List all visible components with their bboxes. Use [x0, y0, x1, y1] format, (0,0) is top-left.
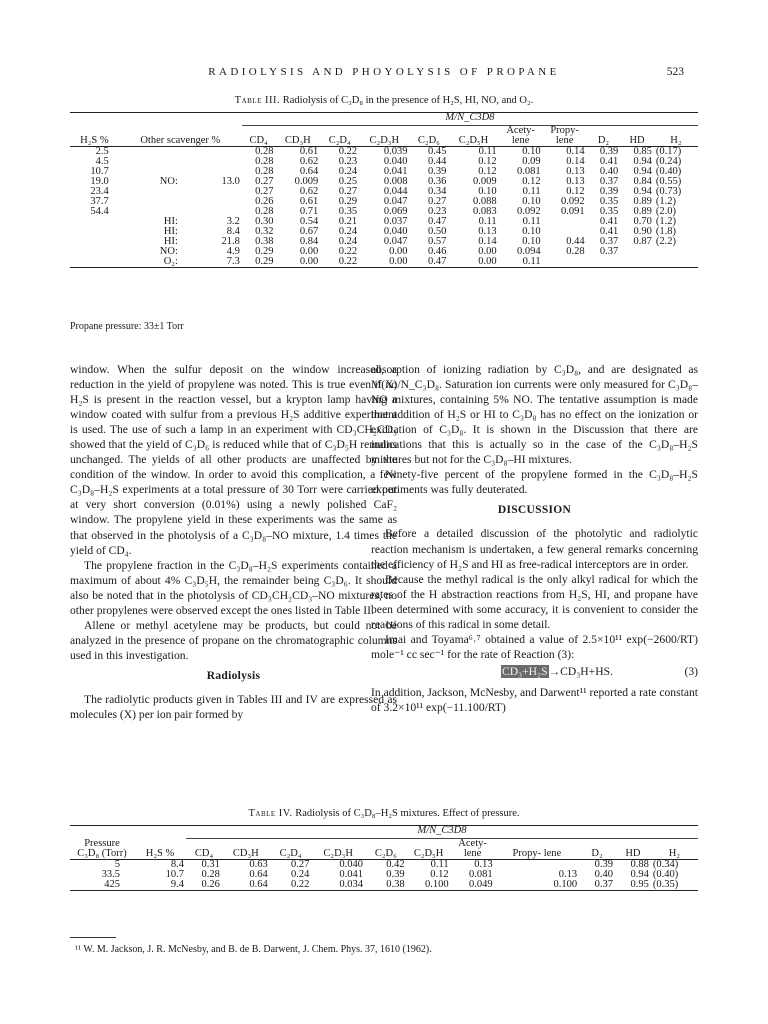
table-cell	[70, 227, 119, 237]
table-cell: 0.39	[599, 186, 619, 197]
table-cell: 33.5	[101, 869, 120, 880]
page-number: 523	[666, 66, 684, 78]
table-cell: 0.70	[633, 216, 652, 227]
table-cell: 0.13	[558, 869, 578, 880]
table-cell: 0.047	[383, 196, 408, 207]
table-cell: 0.14	[566, 156, 585, 167]
table-cell: 0.46	[427, 246, 447, 257]
table-cell: 0.069	[383, 206, 408, 217]
table-cell: 0.44	[427, 156, 447, 167]
table-cell: 0.100	[407, 880, 451, 891]
table-cell: 0.00	[359, 257, 409, 268]
right-column	[371, 362, 698, 715]
table-cell: 0.44	[566, 236, 585, 247]
table-cell: (0.40)	[655, 166, 682, 177]
table-cell: 0.61	[299, 146, 319, 157]
table-cell: 19.0	[90, 176, 109, 187]
table-cell: 0.037	[383, 216, 408, 227]
table-cell: 0.94	[630, 869, 649, 880]
table-cell: 0.12	[566, 186, 585, 197]
section-title-discussion: DISCUSSION	[497, 504, 572, 517]
table3-column-header: Acety- lene	[506, 125, 535, 146]
table-cell: 0.13	[478, 226, 497, 237]
table-cell: 0.87	[633, 236, 652, 247]
table-cell: 0.27	[290, 859, 310, 870]
table-cell: 0.00	[389, 246, 408, 257]
table4-column-header: HD	[625, 848, 641, 859]
running-title: RADIOLYSIS AND PHOYOLYSIS OF PROPANE	[208, 66, 560, 78]
table3-column-header: C₂D₄	[328, 135, 351, 146]
table3	[70, 112, 698, 268]
table3-column-header: C₂D₃H	[369, 135, 400, 146]
table-cell: 0.35	[599, 206, 619, 217]
table-cell: 0.10	[522, 196, 541, 207]
table4-caption-text: Radiolysis of C₃D₈–H₂S mixtures. Effect of pressure.	[295, 808, 520, 819]
table-cell: 0.088	[473, 196, 497, 207]
table-cell: 0.45	[427, 146, 447, 157]
table-cell: 0.00	[299, 246, 319, 257]
left-paragraph: window. When the sulfur deposit on the window increased, a reduction in the yield of propylene was noted. This is true even if no H₂S is present in the reaction vessel, but a krypton lamp having a window coated with sulfur from a previous H₂S additive experiment is used. The use of such a lamp in an experiment with CD₃CH₂CD₃ showed that the yield of C₃D₆ is reduced while that of C₃D₅H remains unchanged. The yields of all other products are unaffected by the condition of the window. In order to avoid this complication, a few C₃D₈–H₂S experiments at a total pressure of 30 Torr were carried out at very short conversion (0.01%) using a newly polished CaF₂ window. The propylene yield in these experiments was the same as that observed in the photolysis of a C₃D₈–NO mixture, 1.4 times the yield of CD₄.	[70, 363, 397, 557]
table-cell: 0.39	[386, 869, 405, 880]
table-cell: 0.37	[599, 236, 619, 247]
table-cell	[180, 147, 242, 158]
right-paragraph: Ninety-five percent of the propylene formed in the C₃D₈–H₂S experiments was fully deuterated.	[371, 468, 698, 497]
table-cell	[70, 247, 119, 257]
table-cell: 0.22	[338, 146, 358, 157]
table-cell: 0.40	[599, 166, 619, 177]
table-cell: 0.14	[566, 146, 585, 157]
table-cell: 0.13	[566, 176, 585, 187]
table-cell: HI:	[163, 226, 178, 237]
table-cell: 10.7	[165, 869, 185, 880]
table-cell: 0.39	[427, 166, 447, 177]
table-cell: 8.4	[170, 859, 185, 870]
table-cell: 0.11	[478, 216, 497, 227]
table-cell: 0.12	[430, 869, 449, 880]
table-cell: 0.28	[255, 156, 274, 167]
table3-footnote: Propane pressure: 33±1 Torr	[70, 321, 184, 332]
table-cell: 0.11	[430, 859, 449, 870]
table-cell: 0.47	[427, 216, 447, 227]
table-cell: (0.55)	[655, 176, 682, 187]
table-cell: 0.008	[383, 176, 408, 187]
table-cell: 0.29	[255, 246, 274, 257]
table3-column-header: CD₃H	[284, 135, 311, 146]
table-row	[70, 880, 698, 891]
table3-column-header: C₂D₆	[417, 135, 440, 146]
table-cell: 0.00	[478, 246, 497, 257]
table-cell: 0.10	[522, 226, 541, 237]
table-cell: 0.26	[255, 196, 274, 207]
table-cell: 0.00	[448, 257, 498, 268]
table-cell: 0.14	[478, 236, 497, 247]
table4-column-header: C₂D₃H	[323, 848, 353, 859]
table-cell: 0.39	[599, 146, 619, 157]
table-cell: 0.081	[517, 166, 541, 177]
table-cell: 0.40	[594, 869, 613, 880]
table-cell: 0.94	[633, 186, 652, 197]
table4-column-header: Acety- lene	[458, 838, 487, 859]
table-cell: O₂:	[119, 257, 180, 268]
table-cell: 0.63	[249, 859, 268, 870]
table-cell: 0.28	[255, 166, 274, 177]
table-cell	[119, 157, 180, 167]
table-cell: 0.64	[299, 166, 319, 177]
table-cell: 0.27	[427, 196, 447, 207]
table-cell	[180, 187, 242, 197]
table4-column-header: H₂S %	[145, 848, 175, 859]
table-cell: 0.37	[599, 176, 619, 187]
table-cell: 0.54	[299, 216, 319, 227]
table3-column-header: Other scavenger %	[140, 135, 221, 146]
table-cell: 0.13	[566, 166, 585, 177]
table-cell: 0.10	[478, 186, 497, 197]
table-cell: 0.091	[561, 206, 585, 217]
table-cell: 0.62	[299, 186, 319, 197]
table-cell: 0.27	[338, 186, 358, 197]
table-cell: 0.28	[201, 869, 220, 880]
table3-column-header: D₂	[597, 135, 610, 146]
table-cell: 0.64	[249, 869, 268, 880]
table-cell: 0.081	[468, 869, 493, 880]
table-cell: (0.17)	[655, 146, 682, 157]
table-cell: 0.11	[522, 216, 541, 227]
table-cell: 0.94	[633, 156, 652, 167]
table-cell: 0.22	[320, 257, 359, 268]
table-cell: 0.040	[383, 226, 408, 237]
table-cell: 4.9	[226, 246, 240, 257]
table-cell: 0.29	[338, 196, 358, 207]
table-cell: 0.61	[299, 196, 319, 207]
table-cell	[654, 257, 698, 268]
table-cell: 0.47	[409, 257, 448, 268]
table-cell: 0.12	[478, 156, 497, 167]
table-cell: 0.50	[427, 226, 447, 237]
table4-column-header: D₂	[591, 848, 603, 859]
table3-column-header: C₂D₅H	[458, 135, 489, 146]
table-cell: 0.84	[633, 176, 652, 187]
table-cell: 0.13	[474, 859, 493, 870]
table-cell	[180, 157, 242, 167]
table-cell: 0.009	[473, 176, 497, 187]
table-cell: 0.083	[473, 206, 497, 217]
table-cell: 0.049	[451, 880, 495, 891]
table-cell: 0.22	[270, 880, 312, 891]
table-cell: 0.35	[599, 196, 619, 207]
table-cell: 0.044	[383, 186, 408, 197]
table-cell: 0.041	[383, 166, 408, 177]
table-cell: 0.040	[339, 859, 364, 870]
left-column	[70, 362, 397, 722]
table-cell: 0.00	[275, 257, 320, 268]
right-paragraph: Before a detailed discussion of the photolytic and radiolytic reaction mechanism is undertaken, a few general remarks concerning the efficiency of H₂S and HI as free-radical interceptors are in order.	[371, 527, 698, 571]
table3-caption	[0, 95, 768, 106]
table-cell: (0.40)	[652, 869, 679, 880]
table-cell: 0.42	[386, 859, 405, 870]
table-cell: (1.2)	[655, 196, 676, 207]
table-cell: 23.4	[90, 186, 109, 197]
table4-column-header: CD₄	[194, 848, 214, 859]
table-cell: 5	[114, 859, 120, 870]
table-cell: 37.7	[90, 196, 109, 207]
table-cell: (2.2)	[655, 236, 676, 247]
table-cell: 0.23	[427, 206, 447, 217]
table-cell: (0.35)	[651, 880, 698, 891]
table-cell: 0.89	[633, 206, 652, 217]
right-paragraph: In addition, Jackson, McNesby, and Darwent¹¹ reported a rate constant of 3.2×10¹¹ exp(−11.100/RT)	[371, 685, 698, 714]
table-cell: (0.34)	[652, 859, 679, 870]
table-cell: 0.27	[255, 186, 274, 197]
table-cell: 0.047	[383, 236, 408, 247]
table4-group-header: M/N_C3D8	[186, 826, 698, 839]
table-cell: 0.90	[633, 226, 652, 237]
equation-number: (3)	[684, 664, 698, 678]
table-cell: 0.24	[338, 236, 358, 247]
table-cell: 0.62	[299, 156, 319, 167]
table-cell: 0.57	[427, 236, 447, 247]
table-cell: 0.67	[299, 226, 319, 237]
table-cell: 0.25	[338, 176, 358, 187]
table-cell: 7.3	[180, 257, 242, 268]
table-cell: 0.36	[427, 176, 447, 187]
table4-caption	[0, 808, 768, 819]
table-cell: (2.0)	[655, 206, 676, 217]
table-cell: 0.89	[633, 196, 652, 207]
table-cell	[543, 217, 587, 227]
table-cell: 0.34	[427, 186, 447, 197]
equation-rest: →CD₃H+HS.	[548, 664, 613, 678]
table4-label: Table IV.	[248, 808, 293, 819]
table-cell: 0.88	[630, 859, 649, 870]
table-cell: 3.2	[226, 216, 240, 227]
table-cell	[180, 197, 242, 207]
table-cell: NO:	[159, 246, 178, 257]
table-cell: 0.31	[201, 859, 220, 870]
table-cell	[119, 197, 180, 207]
table-cell: 0.30	[255, 216, 274, 227]
table-cell: 0.38	[365, 880, 407, 891]
table3-caption-text: Radiolysis of C₃D₈ in the presence of H₂S, HI, NO, and O₂.	[282, 95, 534, 106]
table-cell: NO:	[159, 176, 178, 187]
table-cell: 0.39	[594, 859, 613, 870]
table-cell: 0.041	[339, 869, 364, 880]
table-cell: 0.22	[338, 246, 358, 257]
table-cell: 0.10	[522, 236, 541, 247]
table3-group-header: M/N_C3D8	[242, 113, 698, 126]
table-cell: 0.29	[242, 257, 276, 268]
table-cell: (1.2)	[655, 216, 676, 227]
table4-column-header: C₂D₆	[374, 848, 397, 859]
table-cell: 0.11	[478, 146, 497, 157]
table3-column-header: Propy- lene	[550, 125, 579, 146]
table-cell: 0.71	[299, 206, 319, 217]
table-cell: 0.034	[311, 880, 365, 891]
table-cell	[119, 187, 180, 197]
table-cell: (0.73)	[655, 186, 682, 197]
table-cell	[70, 257, 119, 268]
table-cell	[620, 257, 654, 268]
table-cell: 0.12	[522, 176, 541, 187]
table-cell: 21.8	[221, 236, 240, 247]
table-cell: 2.5	[95, 146, 109, 157]
table-cell: HI:	[163, 236, 178, 247]
table-cell: 0.38	[255, 236, 274, 247]
table4-column-header: Propy- lene	[512, 848, 562, 859]
table-cell	[543, 257, 587, 268]
table-cell: 0.41	[599, 156, 619, 167]
table-cell: 0.37	[599, 246, 619, 257]
table-cell: 0.092	[517, 206, 541, 217]
table-cell: 0.24	[290, 869, 310, 880]
table-cell: 0.28	[255, 146, 274, 157]
left-paragraph: The propylene fraction in the C₃D₈–H₂S experiments contained a maximum of about 4% C₃D₅H, the remainder being C₃D₆. It should also be noted that in the photolysis of CD₃CH₂CD₃–NO mixtures, no other propylenes were observed except the ones listed in Table II.	[70, 558, 397, 617]
table-cell: 0.27	[255, 176, 274, 187]
table-cell: 425	[70, 880, 134, 891]
table-cell	[119, 147, 180, 158]
table-cell: 13.0	[221, 176, 240, 187]
table-cell: 9.4	[134, 880, 186, 891]
equation-highlight: CD₃+H₂S	[502, 664, 548, 678]
table-cell	[654, 247, 698, 257]
table4	[70, 825, 698, 891]
table-cell: HI:	[163, 216, 178, 227]
table4-column-header: C₂D₄	[279, 848, 302, 859]
table-cell: 0.94	[633, 166, 652, 177]
table-cell: 0.28	[255, 206, 274, 217]
equation-3	[371, 664, 698, 681]
table-cell: 0.10	[522, 146, 541, 157]
left-paragraph: The radiolytic products given in Tables III and IV are expressed as molecules (X) per ion pair formed by	[70, 692, 397, 722]
section-title-radiolysis: Radiolysis	[206, 669, 261, 682]
table-cell: 0.37	[579, 880, 615, 891]
table-cell: 0.11	[499, 257, 543, 268]
table-cell: 0.24	[338, 166, 358, 177]
table3-column-header: H₂	[670, 135, 682, 146]
table-cell: 0.09	[522, 156, 541, 167]
table-cell: 0.24	[338, 226, 358, 237]
table4-column-header: H₂	[668, 848, 681, 859]
table-cell: 0.41	[599, 216, 619, 227]
table-cell: 0.28	[566, 246, 585, 257]
table-cell: 4.5	[95, 156, 109, 167]
table3-column-header: HD	[629, 135, 645, 146]
right-paragraph: Imai and Toyama⁶˒⁷ obtained a value of 2.5×10¹¹ exp(−2600/RT) mole⁻¹ cc sec⁻¹ for the rate of Reaction (3):	[371, 632, 698, 661]
table-cell: 0.23	[338, 156, 358, 167]
table-cell: 0.85	[633, 146, 652, 157]
table3-column-header: CD₄	[249, 135, 268, 146]
table-cell: 0.84	[299, 236, 319, 247]
table3-label: Table III.	[234, 95, 281, 106]
table-cell: 0.95	[615, 880, 651, 891]
table-cell: 0.41	[599, 226, 619, 237]
table-cell: 10.7	[90, 166, 109, 177]
table-cell	[620, 247, 654, 257]
table-cell	[70, 237, 119, 247]
left-paragraph: Allene or methyl acetylene may be products, but could not be analyzed in the presence of propane on the chromatographic columns used in this investigation.	[70, 618, 397, 662]
table-cell: 0.094	[517, 246, 541, 257]
table4-column-header: C₂D₅H	[413, 848, 444, 859]
footnote-rule	[70, 937, 116, 938]
table-cell: 0.100	[495, 880, 580, 891]
table4-column-header: CD₃H	[232, 848, 259, 859]
table-cell: 0.21	[338, 216, 358, 227]
table-cell: (1.8)	[655, 226, 676, 237]
table-cell: (0.24)	[655, 156, 682, 167]
table-cell: 54.4	[90, 206, 109, 217]
table-cell: 0.35	[338, 206, 358, 217]
table-cell: 0.64	[222, 880, 270, 891]
table3-column-header: H₂S %	[80, 135, 109, 146]
equation-text	[501, 664, 613, 679]
table-cell: 0.039	[383, 146, 408, 157]
table-cell: 0.12	[478, 166, 497, 177]
table-cell: 8.4	[226, 226, 240, 237]
table-cell: 0.040	[383, 156, 408, 167]
right-paragraph: Because the methyl radical is the only alkyl radical for which the rates of the H abstraction reactions from H₂S, HI, and propane have been determined with some accuracy, it is convenient to consider the reactions of this radical in some detail.	[371, 572, 698, 631]
running-head	[0, 66, 768, 82]
table-cell: 0.092	[561, 196, 585, 207]
table-cell	[70, 217, 119, 227]
table-row	[70, 257, 698, 268]
table-cell: 0.26	[186, 880, 222, 891]
table-cell: 0.32	[255, 226, 274, 237]
table4-column-header: Pressure C₃D₈ (Torr)	[77, 838, 127, 859]
right-paragraph: absorption of ionizing radiation by C₃D₈, and are designated as M(X)/N_C₃D₈. Saturation ion currents were only measured for C₃D₈–NO mixtures, containing 5% NO. The tentative assumption is made that addition of H₂S or HI to C₃D₈ has no effect on the ionization or excitation of C₃D₈. It is shown in the Discussion that there are indications that this is actually so in the case of the C₃D₈–H₂S mixtures but not for the C₃D₈–HI mixtures.	[371, 363, 698, 467]
table-cell: 0.009	[294, 176, 319, 187]
footnote: ¹¹ W. M. Jackson, J. R. McNesby, and B. de B. Darwent, J. Chem. Phys. 37, 1610 (1962).	[75, 944, 432, 955]
table-cell	[587, 257, 621, 268]
table-cell: 0.11	[522, 186, 541, 197]
